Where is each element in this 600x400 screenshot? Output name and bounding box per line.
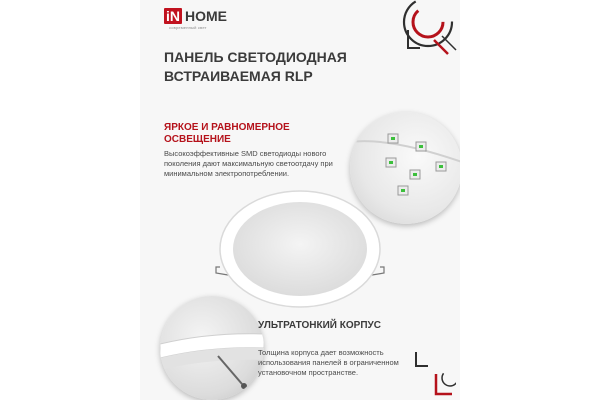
feature-bright-text: Высокоэффективные SMD светодиоды нового поколения дают максимальную светоотдачу при минимальном электропотреблении. [164, 149, 333, 178]
smd-led-closeup-image [350, 112, 460, 224]
brand-logo-home: HOME [185, 8, 227, 24]
led-panel-image [214, 183, 386, 309]
product-card [140, 0, 460, 400]
feature-thin-title: УЛЬТРАТОНКИЙ КОРПУС [258, 320, 381, 331]
brand-tagline: современный свет [169, 25, 207, 30]
brand-logo [164, 8, 227, 24]
decorative-corner-icon [406, 348, 456, 398]
thin-body-closeup-image [160, 296, 264, 400]
feature-bright-title: ЯРКОЕ И РАВНОМЕРНОЕ ОСВЕЩЕНИЕ [164, 122, 290, 145]
page-title: ПАНЕЛЬ СВЕТОДИОДНАЯ ВСТРАИВАЕМАЯ RLP [164, 49, 347, 84]
brand-logo-in: iN [166, 8, 180, 24]
feature-thin-text: Толщина корпуса дает возможность использования панелей в ограниченном установочном пространстве. [258, 348, 399, 377]
